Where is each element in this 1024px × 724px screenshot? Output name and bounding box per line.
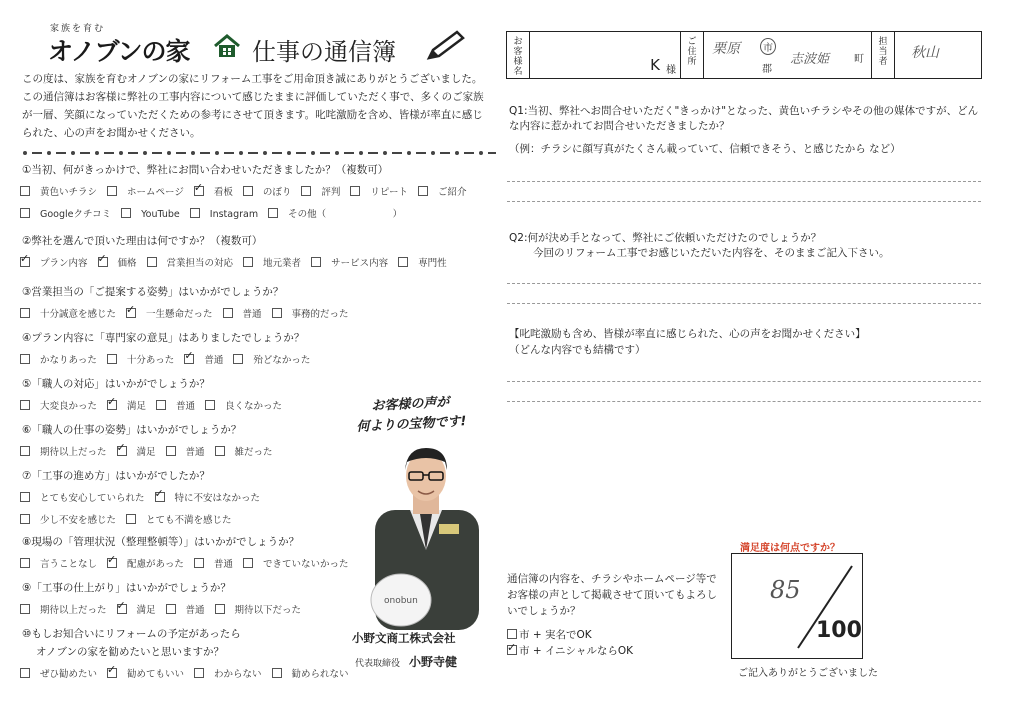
addr-shi-label: 市 <box>760 38 776 55</box>
option[interactable] <box>98 258 137 269</box>
name-label-cell <box>507 32 530 78</box>
option[interactable] <box>20 309 116 320</box>
thanks-text: ご記入ありがとうございました <box>738 668 878 679</box>
option[interactable] <box>166 447 205 458</box>
checkbox[interactable] <box>243 186 253 196</box>
option[interactable] <box>20 187 97 198</box>
option-label: 専門性 <box>418 258 447 269</box>
question-label-2: オノブンの家を勧めたいと思いますか？ <box>36 646 224 658</box>
q2-subtext: 今回のリフォーム工事でお感じいただいた内容を、そのままご記入下さい。 <box>533 247 890 259</box>
name-cell <box>530 32 681 78</box>
checkbox[interactable] <box>272 308 282 318</box>
company-name: 小野文商工株式会社 <box>352 631 456 645</box>
question-label: ⑦「工事の進め方」はいかがでしたか？ <box>22 470 210 482</box>
address-label-cell <box>681 32 704 78</box>
checkbox[interactable] <box>20 400 30 410</box>
checkbox[interactable] <box>194 668 204 678</box>
option-label: 事務的だった <box>291 309 349 320</box>
option-row <box>20 184 477 198</box>
option[interactable] <box>20 209 111 220</box>
address-town[interactable]: 志波姫 <box>790 52 830 67</box>
option-label: 大変良かった <box>40 401 98 412</box>
consent-option-label: 市 + 実名でOK <box>519 629 592 641</box>
checkbox[interactable] <box>20 558 30 568</box>
checkbox[interactable] <box>107 668 117 678</box>
answer-line[interactable] <box>507 283 981 284</box>
option[interactable] <box>20 605 107 616</box>
option[interactable] <box>20 401 97 412</box>
score-value[interactable]: 85 <box>770 576 801 604</box>
answer-line[interactable] <box>507 303 981 304</box>
option-label: 普通 <box>213 559 233 570</box>
option[interactable] <box>107 401 146 412</box>
checkbox[interactable] <box>311 257 321 267</box>
address-label: ご 住 所 <box>687 37 697 67</box>
option[interactable] <box>107 187 184 198</box>
option[interactable] <box>126 309 213 320</box>
option-label: 勧められない <box>291 669 349 680</box>
name-label: お 客 様 名 <box>513 37 523 77</box>
option[interactable] <box>233 355 310 366</box>
checkbox[interactable] <box>223 308 233 318</box>
option-label: ぜひ勧めたい <box>40 669 98 680</box>
option[interactable] <box>20 515 116 526</box>
option-label: サービス内容 <box>331 258 389 269</box>
q1-example: （例：チラシに顔写真がたくさん載っていて、信頼できそう、と感じたから など） <box>509 143 901 155</box>
option[interactable] <box>117 605 156 616</box>
staff-label-cell <box>872 32 895 78</box>
option-label: 満足 <box>136 605 156 616</box>
voice-line-2: 何よりの宝物です! <box>356 414 467 435</box>
option[interactable] <box>272 309 349 320</box>
option-label: 少し不安を感じた <box>40 515 117 526</box>
option-label: 普通 <box>185 605 205 616</box>
option[interactable] <box>20 355 97 366</box>
option-row <box>20 512 242 526</box>
option-label: リピート <box>370 187 408 198</box>
consent-text: 通信簿の内容を、チラシやホームページ等でお客様の声として掲載させて頂いてもよろしいでしょうか？ <box>507 573 717 617</box>
consent-option-2[interactable] <box>507 643 717 659</box>
option[interactable] <box>117 447 156 458</box>
rep-name: 小野寺健 <box>409 655 458 669</box>
checkbox[interactable] <box>166 446 176 456</box>
voice-caption <box>355 392 467 438</box>
checkbox[interactable] <box>190 208 200 218</box>
option-label: YouTube <box>141 209 180 220</box>
option[interactable] <box>20 559 97 570</box>
checkbox[interactable] <box>20 186 30 196</box>
checkbox[interactable] <box>350 186 360 196</box>
checkbox[interactable] <box>398 257 408 267</box>
option[interactable] <box>205 401 282 412</box>
option[interactable] <box>121 209 180 220</box>
option-label: 十分誠意を感じた <box>40 309 117 320</box>
consent-option-1[interactable] <box>507 627 717 643</box>
checkbox[interactable] <box>215 446 225 456</box>
staff-cell <box>895 32 981 78</box>
checkbox[interactable] <box>184 354 194 364</box>
checkbox[interactable] <box>194 186 204 196</box>
checkbox[interactable] <box>126 514 136 524</box>
checkbox[interactable] <box>243 257 253 267</box>
score-max: 100 <box>816 618 862 643</box>
checkbox[interactable] <box>194 558 204 568</box>
divider <box>20 148 496 158</box>
option-label: Instagram <box>209 209 259 220</box>
option-label: 普通 <box>204 355 224 366</box>
voice-line-1: お客様の声が <box>371 394 450 415</box>
rep-title: 代表取締役 <box>355 659 401 669</box>
checkbox[interactable] <box>107 558 117 568</box>
option-label: 満足 <box>136 447 156 458</box>
score-box[interactable] <box>731 553 863 659</box>
checkbox[interactable] <box>20 492 30 502</box>
q3-text: 【叱咤激励も含め、皆様が率直に感じられた、心の声をお聞かせください】 <box>509 328 866 340</box>
option-label: 地元業者 <box>263 258 302 269</box>
option-label: 良くなかった <box>225 401 283 412</box>
address-cell <box>704 32 872 78</box>
option-label: 十分あった <box>126 355 175 366</box>
customer-info-box <box>506 31 982 79</box>
option[interactable] <box>155 493 261 504</box>
option[interactable] <box>272 669 349 680</box>
q2-text: Q2:何が決め手となって、弊社にご依頼いただけたのでしょうか？ <box>509 232 822 244</box>
checkbox[interactable] <box>147 257 157 267</box>
option-label: ご紹介 <box>438 187 467 198</box>
question-label: ⑧現場の「管理状況（整理整頓等）」はいかがでしょうか？ <box>22 536 300 548</box>
option-label: 普通 <box>176 401 196 412</box>
option[interactable] <box>156 401 195 412</box>
option-label: とても安心していられた <box>40 493 145 504</box>
checkbox[interactable] <box>20 514 30 524</box>
question-label: ②弊社を選んで頂いた理由は何ですか？（複数可） <box>22 235 263 247</box>
option[interactable] <box>243 258 301 269</box>
question-label: ⑥「職人の仕事の姿勢」はいかがでしょうか？ <box>22 424 242 436</box>
answer-line[interactable] <box>507 201 981 202</box>
checkbox[interactable] <box>117 446 127 456</box>
option-label: できていないかった <box>262 559 349 570</box>
address-city[interactable]: 栗原 <box>712 41 740 57</box>
checkbox[interactable] <box>20 354 30 364</box>
page-title: 仕事の通信簿 <box>252 38 396 66</box>
option-label: わからない <box>214 669 262 680</box>
option[interactable] <box>194 559 233 570</box>
q1-text: Q1:当初、弊社へお問合せいただく"きっかけ"となった、黄色いチラシやその他の媒体ですが、どんな内容に惹かれてお問合せいただきましたか？ <box>509 105 979 132</box>
option-label: プラン内容 <box>40 258 88 269</box>
option-label: ホームページ <box>127 187 184 198</box>
option-label: その他（ ） <box>288 209 403 220</box>
option-label: 特に不安はなかった <box>174 493 261 504</box>
option-label: のぼり <box>262 187 292 198</box>
checkbox[interactable] <box>117 604 127 614</box>
checkbox[interactable] <box>215 604 225 614</box>
option-label: 一生懸命だった <box>146 309 213 320</box>
option[interactable] <box>20 669 97 680</box>
pencil-icon <box>425 30 465 62</box>
option[interactable] <box>243 187 292 198</box>
option-row <box>20 398 292 412</box>
option-label: 普通 <box>242 309 262 320</box>
option[interactable] <box>184 355 223 366</box>
option-label: Googleクチコミ <box>40 209 112 220</box>
option-row <box>20 556 358 570</box>
checkbox[interactable] <box>107 354 117 364</box>
checkbox[interactable] <box>301 186 311 196</box>
option-row <box>20 352 320 366</box>
option-row <box>20 206 412 220</box>
option-label: 満足 <box>127 401 147 412</box>
option[interactable] <box>166 605 205 616</box>
option[interactable] <box>243 559 349 570</box>
q3-subtext: （どんな内容でも結構です） <box>509 344 646 356</box>
option-row <box>20 666 359 680</box>
option-row <box>20 306 359 320</box>
intro-text: この度は、家族を育むオノブンの家にリフォーム工事をご用命頂き誠にありがとうございました。この通信簿はお客様に弊社の工事内容について感じたままに評価していただく事で、多くのご家族が一層、笑顔になっていただくための参考にさせて頂きます。叱咤激励を含め、皆様が率直に感じられた、心の声をお聞かせください。 <box>22 73 484 139</box>
option-label: かなりあった <box>40 355 97 366</box>
house-icon <box>214 34 240 58</box>
option[interactable] <box>190 209 258 220</box>
option-label: 看板 <box>213 187 233 198</box>
option-label: 価格 <box>117 258 137 269</box>
option[interactable] <box>107 559 184 570</box>
consent-option-label: 市 + イニシャルならOK <box>519 645 633 657</box>
checkbox[interactable] <box>507 629 517 639</box>
option-row <box>20 602 311 616</box>
option[interactable] <box>301 187 340 198</box>
option[interactable] <box>223 309 262 320</box>
brand-tagline: 家族を育む <box>50 24 106 34</box>
checkbox[interactable] <box>272 668 282 678</box>
option[interactable] <box>215 605 302 616</box>
checkbox[interactable] <box>155 492 165 502</box>
option-label: 勧めてもいい <box>127 669 185 680</box>
checkbox[interactable] <box>156 400 166 410</box>
option[interactable] <box>350 187 408 198</box>
option[interactable] <box>194 187 233 198</box>
option-label: 普通 <box>185 447 205 458</box>
helmet-logo-text: onobun <box>384 596 418 606</box>
option-label: 黄色いチラシ <box>40 187 98 198</box>
checkbox[interactable] <box>20 668 30 678</box>
option[interactable] <box>107 355 174 366</box>
staff-name[interactable]: 秋山 <box>911 45 939 61</box>
answer-line[interactable] <box>507 381 981 382</box>
option-row <box>20 444 283 458</box>
option-label: 配慮があった <box>127 559 184 570</box>
question-label: ⑤「職人の対応」はいかがでしょうか？ <box>22 378 210 390</box>
option[interactable] <box>215 447 273 458</box>
checkbox[interactable] <box>418 186 428 196</box>
answer-line[interactable] <box>507 181 981 182</box>
option-row <box>20 255 457 269</box>
question-label: ④プラン内容に「専門家の意見」はありましたでしょうか？ <box>22 332 305 344</box>
customer-name[interactable]: K <box>650 56 660 74</box>
checkbox[interactable] <box>205 400 215 410</box>
option[interactable] <box>20 258 88 269</box>
option[interactable] <box>20 447 107 458</box>
checkbox[interactable] <box>507 645 517 655</box>
checkbox[interactable] <box>126 308 136 318</box>
checkbox[interactable] <box>121 208 131 218</box>
brand-logo-text: オノブンの家 <box>48 37 190 66</box>
option-label: 営業担当の対応 <box>166 258 234 269</box>
staff-label: 担 当 者 <box>878 37 888 67</box>
option[interactable] <box>107 669 184 680</box>
checkbox[interactable] <box>243 558 253 568</box>
consent-section <box>507 571 717 659</box>
option[interactable] <box>194 669 262 680</box>
option[interactable] <box>20 493 145 504</box>
checkbox[interactable] <box>20 446 30 456</box>
option[interactable] <box>418 187 467 198</box>
option-label: 期待以上だった <box>40 447 107 458</box>
question-label: ①当初、何がきっかけで、弊社にお問い合わせいただきましたか？（複数可） <box>22 164 389 176</box>
representative <box>355 653 457 670</box>
option[interactable] <box>311 258 388 269</box>
option-label: 評判 <box>321 187 341 198</box>
score-label: 満足度は何点ですか？ <box>740 543 840 554</box>
option-label: 期待以上だった <box>40 605 107 616</box>
checkbox[interactable] <box>20 208 30 218</box>
checkbox[interactable] <box>20 257 30 267</box>
question-label: ⑩もしお知合いにリフォームの予定があったら <box>22 628 241 640</box>
option[interactable] <box>147 258 234 269</box>
checkbox[interactable] <box>107 400 117 410</box>
question-label: ⑨「工事の仕上がり」はいかがでしょうか？ <box>22 582 231 594</box>
addr-gun-label: 郡 <box>762 64 772 75</box>
option-label: 期待以下だった <box>234 605 302 616</box>
checkbox[interactable] <box>98 257 108 267</box>
addr-machi-label: 町 <box>854 54 864 65</box>
option[interactable] <box>268 209 402 220</box>
option-label: とても不満を感じた <box>146 515 232 526</box>
option-label: 言うことなし <box>40 559 98 570</box>
checkbox[interactable] <box>20 604 30 614</box>
checkbox[interactable] <box>166 604 176 614</box>
option[interactable] <box>398 258 447 269</box>
question-label: ③営業担当の「ご提案する姿勢」はいかがでしょうか？ <box>22 286 284 298</box>
option-label: 雑だった <box>234 447 273 458</box>
answer-line[interactable] <box>507 401 981 402</box>
checkbox[interactable] <box>107 186 117 196</box>
option[interactable] <box>126 515 232 526</box>
checkbox[interactable] <box>268 208 278 218</box>
checkbox[interactable] <box>233 354 243 364</box>
option-row <box>20 490 270 504</box>
checkbox[interactable] <box>20 308 30 318</box>
sama-label: 様 <box>666 65 676 76</box>
option-label: 殆どなかった <box>253 355 311 366</box>
